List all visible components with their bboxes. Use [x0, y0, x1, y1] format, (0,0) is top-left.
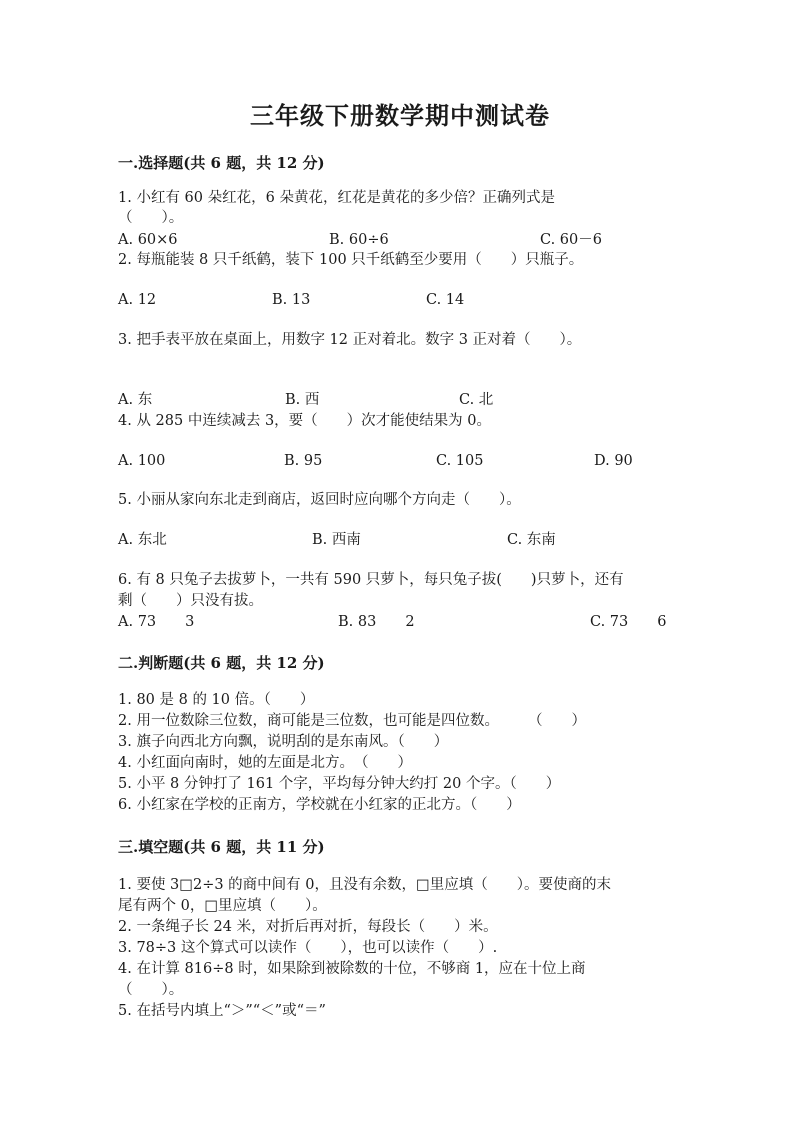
judge-item: 6. 小红家在学校的正南方，学校就在小红家的正北方。（ ） — [118, 797, 521, 813]
option-b: B. 13 — [272, 292, 311, 308]
question-text: 1. 小红有 60 朵红花，6 朵黄花，红花是黄花的多少倍？正确列式是 — [118, 190, 555, 206]
question-text: 剩（ ）只没有拔。 — [118, 593, 263, 609]
fill-item: 4. 在计算 816÷8 时，如果除到被除数的十位，不够商 1，应在十位上商 — [118, 961, 586, 977]
judge-item: 5. 小平 8 分钟打了 161 个字，平均每分钟大约打 20 个字。（ ） — [118, 776, 561, 792]
option-c: C. 14 — [426, 292, 465, 308]
option-c: C. 105 — [436, 453, 484, 469]
section-heading-judge: 二.判断题(共 6 题，共 12 分) — [118, 654, 325, 672]
question-text: 5. 小丽从家向东北走到商店，返回时应向哪个方向走（ ）。 — [118, 492, 521, 508]
section-heading-choice: 一.选择题(共 6 题，共 12 分) — [118, 154, 325, 172]
option-b: B. 60÷6 — [329, 232, 389, 248]
fill-item: 2. 一条绳子长 24 米，对折后再对折，每段长（ ）米。 — [118, 919, 498, 935]
question-text: （ ）。 — [118, 210, 184, 226]
option-a: A. 60×6 — [118, 232, 178, 248]
option-a: A. 东 — [118, 392, 153, 408]
fill-item: （ ）。 — [118, 982, 184, 998]
option-a: A. 12 — [118, 292, 157, 308]
question-text: 2. 每瓶能装 8 只千纸鹤，装下 100 只千纸鹤至少要用（ ）只瓶子。 — [118, 252, 584, 268]
option-c: C. 东南 — [507, 532, 556, 548]
option-a: A. 100 — [118, 453, 166, 469]
question-text: 3. 把手表平放在桌面上，用数字 12 正对着北。数字 3 正对着（ ）。 — [118, 332, 582, 348]
judge-item: 1. 80 是 8 的 10 倍。（ ） — [118, 692, 315, 708]
option-b: B. 83 2 — [338, 614, 415, 630]
option-a: A. 东北 — [118, 532, 167, 548]
option-c: C. 60－6 — [540, 232, 602, 248]
option-b: B. 95 — [284, 453, 323, 469]
option-a: A. 73 3 — [118, 614, 195, 630]
judge-item: 4. 小红面向南时，她的左面是北方。 （ ） — [118, 755, 412, 771]
fill-item: 3. 78÷3 这个算式可以读作（ ），也可以读作（ ）. — [118, 940, 498, 956]
section-heading-fill: 三.填空题(共 6 题，共 11 分) — [118, 838, 325, 856]
option-c: C. 北 — [459, 392, 494, 408]
question-text: 4. 从 285 中连续减去 3，要（ ）次才能使结果为 0。 — [118, 413, 492, 429]
option-d: D. 90 — [594, 453, 633, 469]
fill-item: 1. 要使 3□2÷3 的商中间有 0，且没有余数，□里应填（ ）。要使商的末 — [118, 877, 611, 893]
fill-item: 5. 在括号内填上“＞”“＜”或“＝” — [118, 1003, 326, 1019]
option-c: C. 73 6 — [590, 614, 667, 630]
page-title: 三年级下册数学期中测试卷 — [250, 101, 550, 130]
judge-item: 3. 旗子向西北方向飘，说明刮的是东南风。（ ） — [118, 734, 449, 750]
option-b: B. 西南 — [312, 532, 361, 548]
judge-item: 2. 用一位数除三位数，商可能是三位数，也可能是四位数。 （ ） — [118, 713, 586, 729]
option-b: B. 西 — [285, 392, 320, 408]
question-text: 6. 有 8 只兔子去拔萝卜，一共有 590 只萝卜，每只兔子拔( )只萝卜，还有 — [118, 572, 624, 588]
fill-item: 尾有两个 0，□里应填（ ）。 — [118, 898, 327, 914]
